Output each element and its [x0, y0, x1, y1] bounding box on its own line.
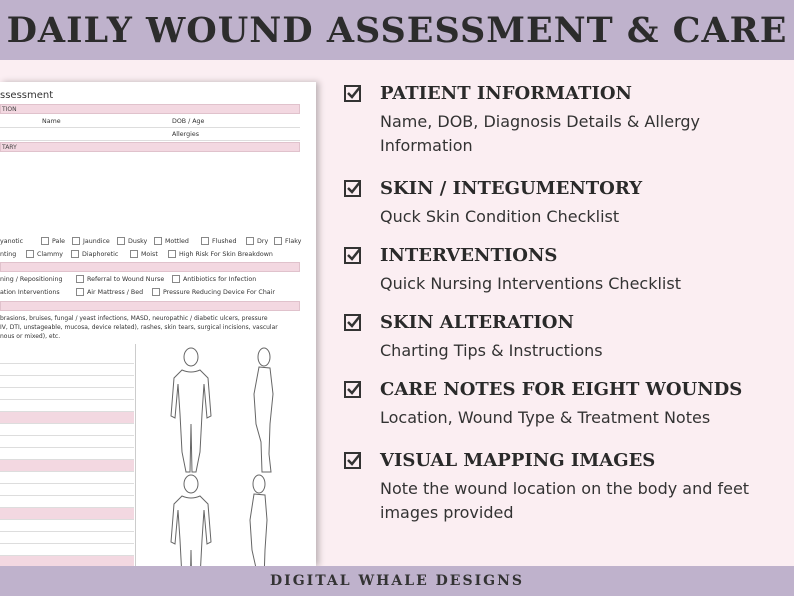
checkbox-checked-icon — [344, 85, 361, 102]
allergies-label: Allergies — [172, 131, 200, 138]
section-skin-alteration — [0, 301, 300, 311]
name-label: Name — [42, 118, 61, 125]
feature-title: CARE NOTES FOR EIGHT WOUNDS — [380, 379, 743, 400]
interventions-row-1: ning / Repositioning Referral to Wound Nurse Antibiotics for Infection — [0, 276, 257, 283]
checkbox-checked-icon — [344, 452, 361, 469]
skin-row-1: yanotic Pale Jaundice Dusky Mottled Flushed Dry Flaky — [0, 238, 302, 245]
body-map-images — [135, 344, 301, 566]
section-patient-info: TION — [0, 104, 300, 114]
checkbox-checked-icon — [344, 247, 361, 264]
feature-description: Location, Wound Type & Treatment Notes — [380, 408, 711, 427]
dob-label: DOB / Age — [172, 118, 205, 125]
footer-bar — [0, 566, 794, 596]
feature-title: VISUAL MAPPING IMAGES — [380, 450, 656, 471]
feature-description: Quck Skin Condition Checklist — [380, 207, 620, 226]
brand-name: DIGITAL WHALE DESIGNS — [270, 573, 524, 589]
alteration-text: brasions, bruises, fungal / yeast infections, MASD, neuropathic / diabetic ulcers, pressure IV, DTI, unstageable, mucosa, device related), rashes, skin tears, surgical incisions, vascular nous or mixed), etc. — [0, 315, 278, 340]
feature-description: Charting Tips & Instructions — [380, 341, 603, 360]
checkbox-checked-icon — [344, 381, 361, 398]
checkbox-checked-icon — [344, 180, 361, 197]
feature-description: Quick Nursing Interventions Checklist — [380, 274, 681, 293]
interventions-row-2: ation Interventions Air Mattress / Bed Pressure Reducing Device For Chair — [0, 289, 276, 296]
feature-title: SKIN / INTEGUMENTORY — [380, 178, 643, 199]
skin-row-2: nting Clammy Diaphoretic Moist High Risk For Skin Breakdown — [0, 251, 273, 258]
checkbox-checked-icon — [344, 314, 361, 331]
header-banner — [0, 0, 794, 60]
name-dob-row — [0, 117, 300, 128]
feature-title: INTERVENTIONS — [380, 245, 558, 266]
feature-description: Name, DOB, Diagnosis Details & Allergy Information — [380, 112, 701, 155]
form-title: ssessment — [0, 90, 54, 101]
body-outline-icon — [136, 344, 301, 566]
allergy-row — [0, 130, 300, 141]
feature-title: SKIN ALTERATION — [380, 312, 574, 333]
section-skin: TARY — [0, 142, 300, 152]
page-title: DAILY WOUND ASSESSMENT & CARE — [6, 9, 788, 51]
form-preview — [0, 82, 316, 566]
wound-notes-lines — [0, 352, 134, 566]
section-interventions — [0, 262, 300, 272]
feature-description: Note the wound location on the body and feet images provided — [380, 479, 750, 522]
feature-title: PATIENT INFORMATION — [380, 83, 632, 104]
